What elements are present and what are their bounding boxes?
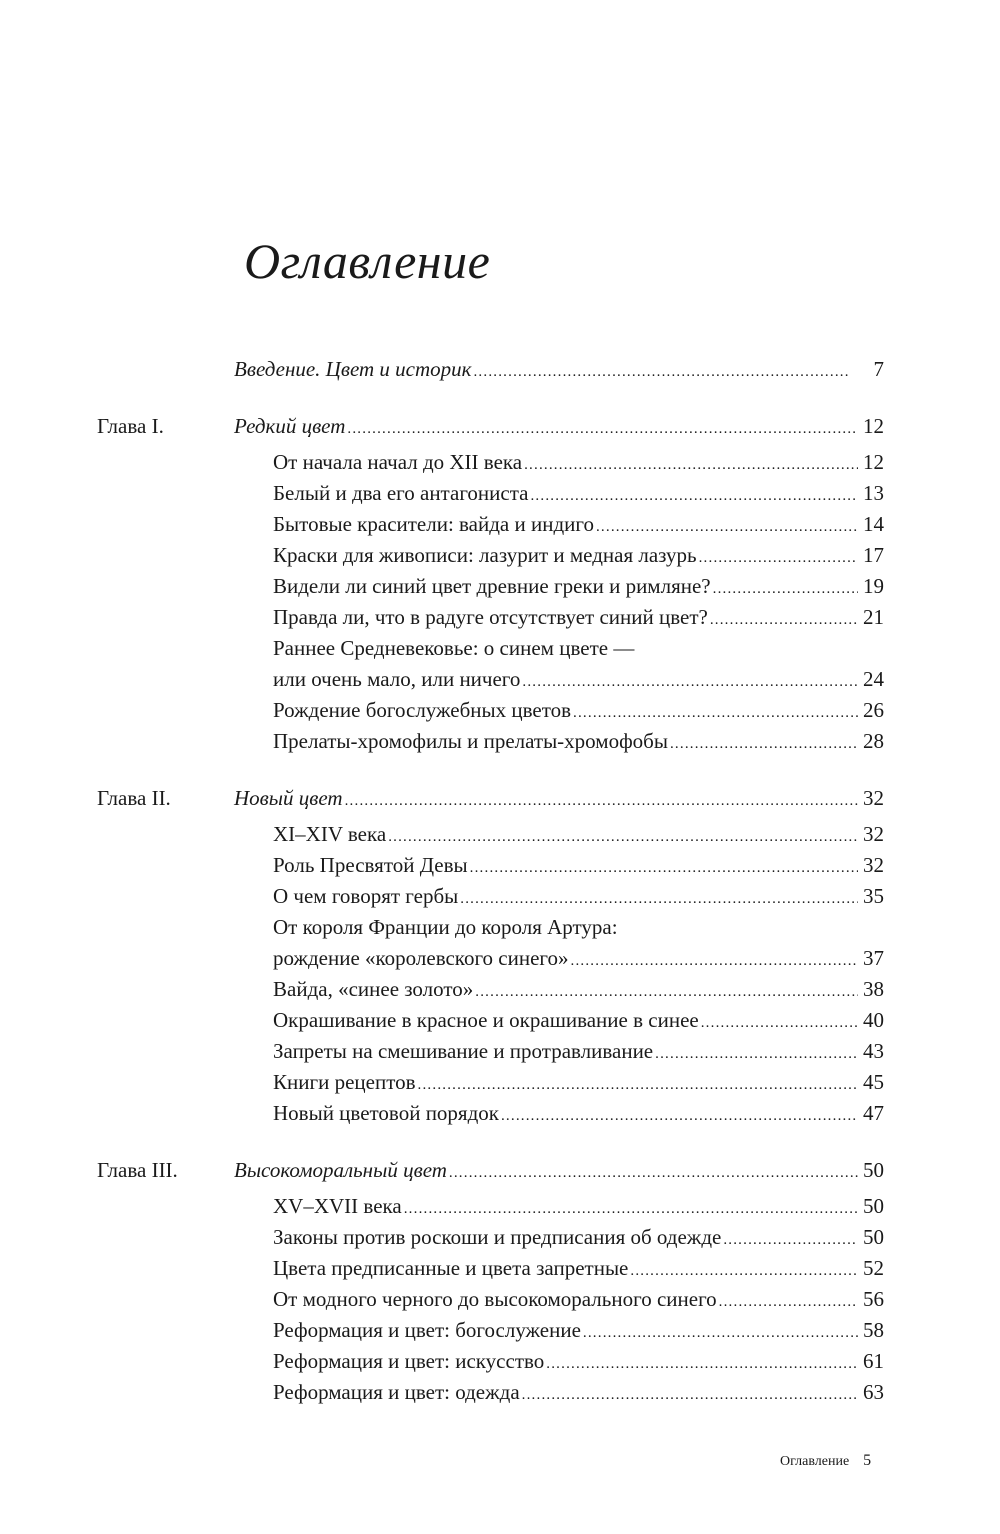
toc-entry-section[interactable] (273, 943, 884, 974)
toc-entry-section[interactable] (273, 974, 884, 1005)
leader-dots (470, 853, 858, 884)
leader-dots (475, 977, 858, 1008)
leader-dots (723, 1225, 858, 1256)
toc-entry-section[interactable] (273, 819, 884, 850)
toc-entry-section[interactable] (273, 447, 884, 478)
toc-entry-section[interactable] (273, 1284, 884, 1315)
leader-dots (522, 667, 858, 698)
toc-entry-section[interactable] (273, 1191, 884, 1222)
leader-dots (573, 698, 858, 729)
toc-entry-title: Введение. Цвет и историк (234, 357, 472, 381)
leader-dots (530, 481, 858, 512)
toc-page-number: 28 (863, 729, 884, 753)
page-number: 5 (863, 1452, 872, 1469)
toc-entry-title: Краски для живописи: лазурит и медная лазурь (273, 543, 697, 567)
toc-entry-title: Цвета предписанные и цвета запретные (273, 1256, 629, 1280)
toc-entry-section[interactable] (273, 695, 884, 726)
toc-page-number: 61 (863, 1349, 884, 1373)
toc-entry-chapter[interactable] (234, 1155, 884, 1186)
toc-entry-section[interactable] (273, 1067, 884, 1098)
toc-page-number: 37 (863, 946, 884, 970)
toc-entry-section[interactable] (273, 1346, 884, 1377)
toc-page-number: 47 (863, 1101, 884, 1125)
toc-page-number: 12 (863, 414, 884, 438)
leader-dots (522, 1380, 858, 1411)
toc-page-number: 26 (863, 698, 884, 722)
toc-entry-section-line1 (273, 912, 884, 943)
toc-entry-title: Запреты на смешивание и протравливание (273, 1039, 654, 1063)
toc-entry-section[interactable] (273, 1315, 884, 1346)
page-title: Оглавление (244, 233, 491, 289)
toc-page-number: 19 (863, 574, 884, 598)
toc-entry-title: Окрашивание в красное и окрашивание в синее (273, 1008, 699, 1032)
toc-entry-title: XV–XVII века (273, 1194, 402, 1218)
toc-page-number: 14 (863, 512, 884, 536)
toc-entry-intro[interactable] (234, 354, 884, 385)
toc-entry-section[interactable] (273, 540, 884, 571)
toc-entry-section[interactable] (273, 664, 884, 695)
toc-page-number: 40 (863, 1008, 884, 1032)
toc-page-number: 32 (863, 786, 884, 810)
toc-page-number: 7 (873, 357, 884, 381)
leader-dots (596, 512, 858, 543)
toc-entry-title: Роль Пресвятой Девы (273, 853, 468, 877)
toc-entry-section[interactable] (273, 1036, 884, 1067)
leader-dots (473, 357, 848, 388)
toc-page-number: 12 (863, 450, 884, 474)
toc-page-number: 56 (863, 1287, 884, 1311)
toc-entry-title: О чем говорят гербы (273, 884, 459, 908)
leader-dots (670, 729, 858, 760)
toc-entry-title: Белый и два его антагониста (273, 481, 529, 505)
toc-page-number: 32 (863, 853, 884, 877)
chapter-label: Глава I. (97, 414, 164, 438)
toc-entry-title: Законы против роскоши и предписания об одежде (273, 1225, 722, 1249)
toc-entry-section[interactable] (273, 478, 884, 509)
toc-page-number: 52 (863, 1256, 884, 1280)
leader-dots (501, 1101, 858, 1132)
toc-entry-title: Реформация и цвет: искусство (273, 1349, 545, 1373)
toc-page-number: 43 (863, 1039, 884, 1063)
leader-dots (710, 605, 858, 636)
toc-entry-title: Реформация и цвет: одежда (273, 1380, 520, 1404)
toc-page-number: 50 (863, 1194, 884, 1218)
toc-entry-title: Высокоморальный цвет (234, 1158, 447, 1182)
toc-entry-chapter[interactable] (234, 783, 884, 814)
leader-dots (546, 1349, 858, 1380)
toc-entry-section[interactable] (273, 1377, 884, 1408)
toc-page-number: 45 (863, 1070, 884, 1094)
leader-dots (524, 450, 858, 481)
toc-entry-title: Вайда, «синее золото» (273, 977, 474, 1001)
leader-dots (713, 574, 858, 605)
toc-entry-title-line1: Раннее Средневековье: о синем цвете — (273, 636, 635, 660)
toc-page-number: 21 (863, 605, 884, 629)
toc-entry-section[interactable] (273, 509, 884, 540)
toc-entry-chapter[interactable] (234, 411, 884, 442)
page-footer (780, 1452, 871, 1470)
toc-entry-title: Рождение богослужебных цветов (273, 698, 572, 722)
toc-entry-section[interactable] (273, 1005, 884, 1036)
toc-entry-title: XI–XIV века (273, 822, 387, 846)
leader-dots (655, 1039, 858, 1070)
toc-entry-section[interactable] (273, 726, 884, 757)
leader-dots (347, 414, 858, 445)
toc-entry-section[interactable] (273, 1222, 884, 1253)
toc-entry-title: Книги рецептов (273, 1070, 416, 1094)
toc-entry-title: Редкий цвет (234, 414, 346, 438)
leader-dots (630, 1256, 858, 1287)
toc-entry-title: Видели ли синий цвет древние греки и римляне? (273, 574, 711, 598)
chapter-label: Глава II. (97, 786, 171, 810)
running-head: Оглавление (780, 1454, 850, 1469)
leader-dots (719, 1287, 858, 1318)
toc-entry-section-line1 (273, 633, 884, 664)
toc-entry-title-line1: От короля Франции до короля Артура: (273, 915, 618, 939)
toc-entry-section[interactable] (273, 602, 884, 633)
leader-dots (571, 946, 859, 977)
toc-page-number: 13 (863, 481, 884, 505)
leader-dots (583, 1318, 858, 1349)
chapter-label: Глава III. (97, 1158, 178, 1182)
toc-entry-section[interactable] (273, 571, 884, 602)
toc-entry-title: рождение «королевского синего» (273, 946, 569, 970)
toc-entry-title: Новый цветовой порядок (273, 1101, 499, 1125)
toc-entry-title: или очень мало, или ничего (273, 667, 521, 691)
leader-dots (699, 543, 858, 574)
toc-entry-title: Правда ли, что в радуге отсутствует синий цвет? (273, 605, 708, 629)
leader-dots (460, 884, 858, 915)
toc-page-number: 17 (863, 543, 884, 567)
toc-page-number: 50 (863, 1158, 884, 1182)
toc-entry-section[interactable] (273, 881, 884, 912)
leader-dots (701, 1008, 858, 1039)
toc-entry-title: Новый цвет (234, 786, 343, 810)
toc-page-number: 50 (863, 1225, 884, 1249)
toc-page-number: 63 (863, 1380, 884, 1404)
toc-entry-section[interactable] (273, 1253, 884, 1284)
toc-entry-title: Прелаты-хромофилы и прелаты-хромофобы (273, 729, 668, 753)
toc-page-number: 32 (863, 822, 884, 846)
toc-entry-title: Реформация и цвет: богослужение (273, 1318, 581, 1342)
toc-page-number: 58 (863, 1318, 884, 1342)
toc-page-number: 24 (863, 667, 884, 691)
toc-page-number: 38 (863, 977, 884, 1001)
leader-dots (404, 1194, 858, 1225)
toc-entry-section[interactable] (273, 850, 884, 881)
toc-entry-title: Бытовые красители: вайда и индиго (273, 512, 594, 536)
toc-entry-title: От начала начал до XII века (273, 450, 523, 474)
leader-dots (388, 822, 858, 853)
leader-dots (418, 1070, 858, 1101)
toc-page-number: 35 (863, 884, 884, 908)
leader-dots (449, 1158, 858, 1189)
toc-entry-section[interactable] (273, 1098, 884, 1129)
leader-dots (345, 786, 858, 817)
toc-entry-title: От модного черного до высокоморального синего (273, 1287, 717, 1311)
